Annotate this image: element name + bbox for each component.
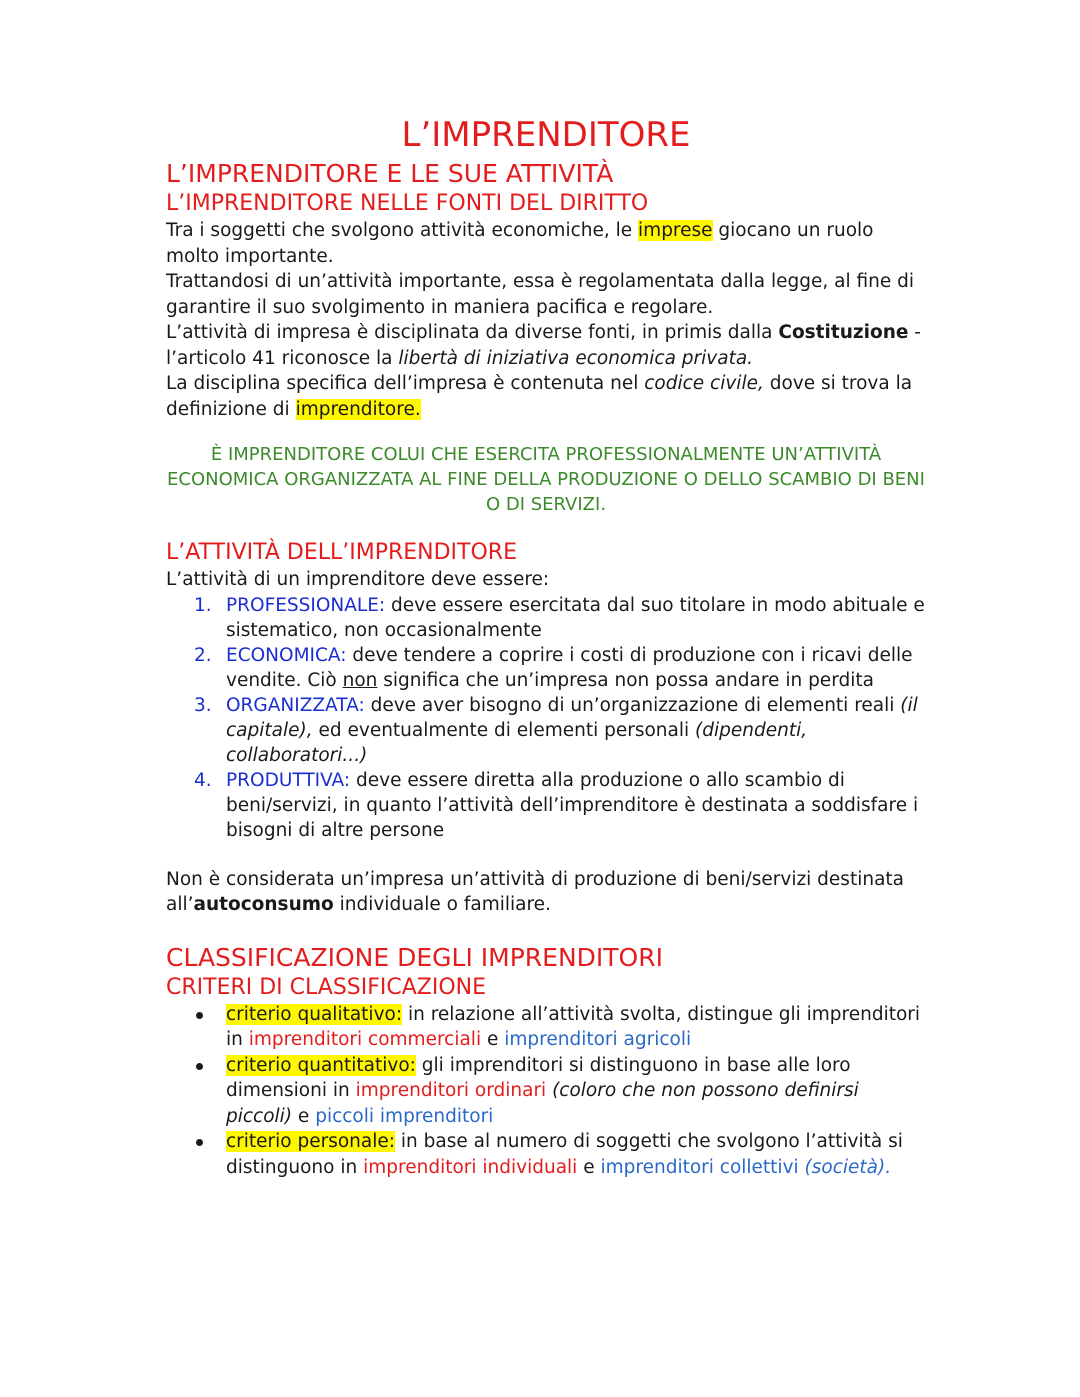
item-key: ORGANIZZATA: — [226, 694, 365, 716]
item-key: ECONOMICA: — [226, 644, 347, 666]
subheading-criteri: CRITERI DI CLASSIFICAZIONE — [166, 974, 487, 1000]
criterion-key: criterio qualitativo: — [226, 1003, 403, 1025]
italic-liberta: libertà di iniziativa economica privata. — [398, 347, 754, 369]
list-intro: L’attività di un imprenditore deve essere: — [166, 569, 550, 590]
criterion-key: criterio personale: — [226, 1131, 396, 1152]
paragraph-codice-civile: La disciplina specifica dell’impresa è contenuta nel codice civile, dove si trova la definizione di imprenditore. — [166, 373, 913, 420]
paragraph-regolamentata: Trattandosi di un’attività importante, essa è regolamentata dalla legge, al fine di garantire il suo svolgimento in maniera pacifica e regolare. — [166, 271, 915, 318]
page-title: L’IMPRENDITORE — [401, 115, 691, 155]
list-item: 4. PRODUTTIVA: deve essere diretta alla produzione o allo scambio di beni/servizi, in quanto l’attività dell’imprenditore è destinata a soddisfare i bisogni di altre persone — [194, 769, 919, 841]
section-heading-classificazione: CLASSIFICAZIONE DEGLI IMPRENDITORI — [166, 942, 663, 972]
highlight-imprenditore: imprenditore. — [295, 398, 421, 420]
item-key: PROFESSIONALE: — [226, 594, 386, 616]
subheading-attivita-imprenditore: L’ATTIVITÀ DELL’IMPRENDITORE — [166, 540, 517, 565]
bullet-icon — [196, 1012, 203, 1019]
underline-non: non — [342, 669, 378, 691]
highlight-imprese: imprese — [638, 220, 713, 241]
criterion-key: criterio quantitativo: — [226, 1054, 416, 1076]
section-heading-attivita: L’IMPRENDITORE E LE SUE ATTIVITÀ — [166, 159, 614, 188]
bullet-icon — [196, 1139, 203, 1146]
paragraph-autoconsumo: Non è considerata un’impresa un’attività di produzione di beni/servizi destinata all’autoconsumo individuale o familiare. — [166, 868, 904, 915]
bullet-icon — [196, 1063, 203, 1070]
bold-autoconsumo: autoconsumo — [193, 894, 334, 915]
item-key: PRODUTTIVA: — [226, 769, 351, 791]
list-item: criterio qualitativo: in relazione all’attività svolta, distingue gli imprenditori in imprenditori commerciali e imprenditori agricoli — [166, 1002, 926, 1053]
list-item: criterio personale: in base al numero di soggetti che svolgono l’attività si distinguono in imprenditori individuali e imprenditori collettivi (società). — [166, 1129, 926, 1180]
italic-codice-civile: codice civile, — [644, 373, 764, 394]
list-item: 1. PROFESSIONALE: deve essere esercitata dal suo titolare in modo abituale e sistematico, non occasionalmente — [194, 594, 925, 641]
bold-costituzione: Costituzione — [778, 322, 909, 343]
criteria-list — [166, 1002, 926, 1181]
paragraph-costituzione: L’attività di impresa è disciplinata da diverse fonti, in primis dalla Costituzione - l’articolo 41 riconosce la libertà di iniziativa economica privata. — [166, 322, 921, 369]
requirements-list — [166, 593, 926, 843]
document-content — [166, 112, 926, 1180]
list-item: 2. ECONOMICA: deve tendere a coprire i costi di produzione con i ricavi delle vendite. Ciò non significa che un’impresa non possa andare in perdita — [194, 644, 913, 691]
definition-imprenditore: È IMPRENDITORE COLUI CHE ESERCITA PROFESSIONALMENTE UN’ATTIVITÀ ECONOMICA ORGANIZZATA AL FINE DELLA PRODUZIONE O DELLO SCAMBIO DI BENI O DI SERVIZI. — [167, 444, 925, 515]
paragraph-imprese: Tra i soggetti che svolgono attività economiche, le imprese giocano un ruolo molto importante. — [166, 220, 874, 267]
list-item: criterio quantitativo: gli imprenditori si distinguono in base alle loro dimensioni in imprenditori ordinari (coloro che non possono definirsi piccoli) e piccoli imprenditori — [166, 1053, 926, 1130]
subheading-fonti-diritto: L’IMPRENDITORE NELLE FONTI DEL DIRITTO — [166, 191, 649, 216]
list-item: 3. ORGANIZZATA: deve aver bisogno di un’organizzazione di elementi reali (il capitale), ed eventualmente di elementi personali (dipendenti, collaboratori...) — [194, 694, 918, 766]
